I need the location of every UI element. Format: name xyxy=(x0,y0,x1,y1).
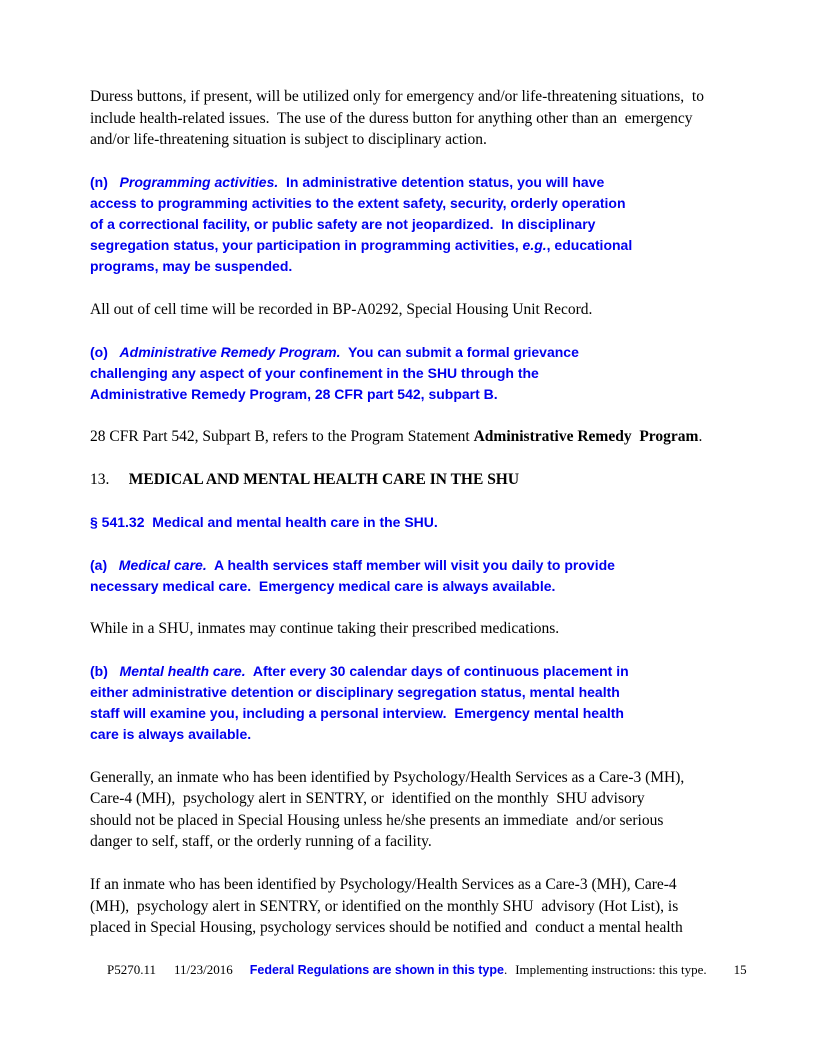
text-line xyxy=(90,342,735,363)
text-run: Care-4 (MH), psychology alert in SENTRY, or identified on the monthly SHU advisory xyxy=(90,790,645,807)
text-run: 28 CFR Part 542, Subpart B, refers to the Program Statement xyxy=(90,428,474,445)
text-run: If an inmate who has been identified by Psychology/Health Services as a Care-3 (MH), Care-4 xyxy=(90,876,677,893)
text-line xyxy=(90,235,735,256)
text-run: (MH), psychology alert in SENTRY, or identified on the monthly SHU advisory (Hot List), is xyxy=(90,897,679,915)
footer-page-number: 15 xyxy=(733,962,747,977)
para-generally-inmate xyxy=(90,767,735,853)
text-line xyxy=(90,831,735,853)
reg-b-mental-health-care xyxy=(90,661,735,745)
text-run: (a) xyxy=(90,556,119,573)
text-run: All out of cell time will be recorded in BP-A0292, Special Housing Unit Record. xyxy=(90,300,593,318)
text-run: § 541.32 Medical and mental health care in the SHU. xyxy=(90,514,438,530)
text-run: In administrative detention status, you will have xyxy=(278,174,605,190)
text-line xyxy=(90,896,735,918)
para-out-of-cell-time xyxy=(90,299,735,321)
text-run: access to programming activities to the extent safety, security, orderly operation xyxy=(90,195,626,211)
text-run: either administrative detention or disciplinary segregation status, mental health xyxy=(90,684,620,700)
text-run: segregation status, your participation in programming activities, xyxy=(90,237,523,253)
text-run: 13. xyxy=(90,471,129,488)
text-line xyxy=(90,618,735,640)
heading-13-medical-mental-health xyxy=(90,469,735,491)
text-line xyxy=(90,299,735,321)
text-line xyxy=(90,682,735,703)
text-run: You can submit a formal grievance xyxy=(340,343,579,360)
text-line xyxy=(90,256,735,277)
text-run: danger to self, staff, or the orderly running of a facility. xyxy=(90,833,432,850)
text-line xyxy=(90,810,735,832)
text-line xyxy=(90,214,735,235)
footer-implementing-note: Implementing instructions: this type. xyxy=(515,962,707,977)
document-body xyxy=(90,86,735,939)
text-run: Administrative Remedy Program, 28 CFR part 542, subpart B. xyxy=(90,385,498,402)
text-run: programs, may be suspended. xyxy=(90,258,293,274)
text-run: , educational xyxy=(546,237,633,253)
text-run: Programming activities. xyxy=(119,174,279,190)
text-line xyxy=(90,576,735,597)
text-run: Mental health care. xyxy=(119,663,246,679)
text-line xyxy=(90,724,735,745)
reg-section-541-32 xyxy=(90,512,735,533)
text-line xyxy=(90,193,735,214)
para-28-cfr-part-542 xyxy=(90,426,735,448)
footer-date: 11/23/2016 xyxy=(174,962,233,977)
footer-federal-regulations-note: Federal Regulations are shown in this type xyxy=(249,963,504,977)
text-run: (n) xyxy=(90,174,120,190)
text-run: care is always available. xyxy=(90,726,252,742)
text-line xyxy=(90,874,735,896)
para-if-inmate-identified xyxy=(90,874,735,939)
text-line xyxy=(90,917,735,939)
text-run: include health-related issues. The use of the duress button for anything other than an emergency xyxy=(90,109,693,127)
text-run: Generally, an inmate who has been identified by Psychology/Health Services as a Care-3 (MH), xyxy=(90,768,685,786)
text-run: After every 30 calendar days of continuous placement in xyxy=(245,663,629,679)
text-line xyxy=(90,555,735,576)
text-run: A health services staff member will visit you daily to provide xyxy=(206,556,615,573)
page-footer xyxy=(94,946,747,994)
text-run: While in a SHU, inmates may continue taking their prescribed medications. xyxy=(90,620,560,637)
text-run: e.g. xyxy=(522,237,547,253)
text-line xyxy=(90,469,735,491)
text-line xyxy=(90,363,735,384)
text-run: . xyxy=(698,428,703,445)
text-run: necessary medical care. Emergency medical care is always available. xyxy=(90,577,556,594)
text-run: Medical care. xyxy=(118,556,207,573)
text-line xyxy=(90,703,735,724)
text-run: placed in Special Housing, psychology services should be notified and conduct a mental health xyxy=(90,919,683,936)
text-run: staff will examine you, including a personal interview. Emergency mental health xyxy=(90,705,624,721)
text-line xyxy=(90,129,735,151)
para-prescribed-medications xyxy=(90,618,735,640)
text-run: should not be placed in Special Housing unless he/she presents an immediate and/or serious xyxy=(90,811,664,829)
text-line xyxy=(90,512,735,533)
text-line xyxy=(90,172,735,193)
reg-o-administrative-remedy xyxy=(90,342,735,405)
footer-federal-note-period: . xyxy=(503,962,508,977)
text-line xyxy=(90,108,735,130)
reg-a-medical-care xyxy=(90,555,735,597)
footer-doc-number: P5270.11 xyxy=(107,962,156,977)
text-run: (b) xyxy=(90,663,120,679)
text-line xyxy=(90,661,735,682)
text-run: Duress buttons, if present, will be utilized only for emergency and/or life-threatening situations, to xyxy=(90,88,704,105)
text-run: of a correctional facility, or public safety are not jeopardized. In disciplinary xyxy=(90,216,596,232)
text-run: MEDICAL AND MENTAL HEALTH CARE IN THE SHU xyxy=(128,471,520,488)
text-line xyxy=(90,788,735,810)
reg-n-programming-activities xyxy=(90,172,735,277)
text-line xyxy=(90,86,735,108)
para-duress-buttons xyxy=(90,86,735,151)
text-run: (o) xyxy=(90,343,120,360)
text-run: Administrative Remedy Program. xyxy=(119,343,341,360)
text-run: challenging any aspect of your confinement in the SHU through the xyxy=(90,364,539,381)
text-line xyxy=(90,384,735,405)
text-run: Administrative Remedy Program xyxy=(473,428,699,445)
text-line xyxy=(90,426,735,448)
text-line xyxy=(90,767,735,789)
text-run: and/or life-threatening situation is subject to disciplinary action. xyxy=(90,131,487,148)
